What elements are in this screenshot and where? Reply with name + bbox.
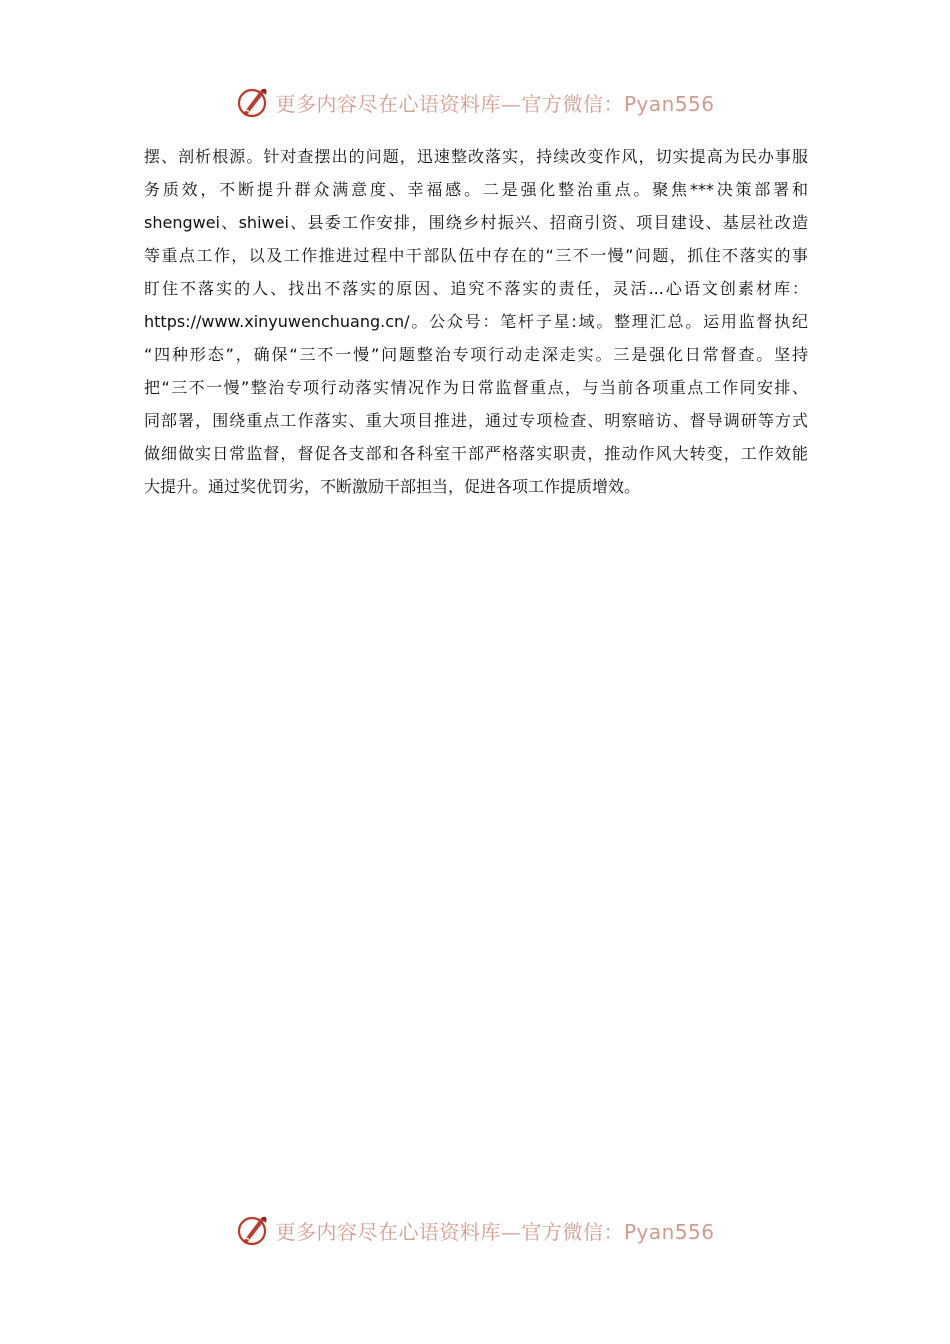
paragraph-line: https://www.xinyuwenchuang.cn/。公众号：笔杆子星:域。整理汇总。运用监督执纪 — [144, 312, 808, 331]
paragraph-line: 做细做实日常监督，督促各支部和各科室干部严格落实职责，推动作风大转变，工作效能 — [144, 444, 808, 463]
footer-banner — [0, 1208, 950, 1252]
banner-message: 更多内容尽在心语资料库—官方微信：Pyan556 — [275, 91, 715, 116]
paragraph-line: “四种形态”，确保“三不一慢”问题整治专项行动走深走实。三是强化日常督查。坚持 — [144, 345, 808, 364]
paragraph-line: 等重点工作，以及工作推进过程中干部队伍中存在的“三不一慢”问题，抓住不落实的事 — [144, 246, 808, 265]
paragraph-line: 务质效，不断提升群众满意度、幸福感。二是强化整治重点。聚焦***决策部署和 — [144, 180, 808, 199]
paragraph-line: shengwei、shiwei、县委工作安排，围绕乡村振兴、招商引资、项目建设、基层社改造 — [144, 213, 808, 232]
paragraph-line: 把“三不一慢”整治专项行动落实情况作为日常监督重点，与当前各项重点工作同安排、 — [144, 378, 808, 397]
paragraph-line: 大提升。通过奖优罚劣，不断激励干部担当，促进各项工作提质增效。 — [144, 477, 641, 496]
paragraph-line: 同部署，围绕重点工作落实、重大项目推进，通过专项检查、明察暗访、督导调研等方式 — [144, 411, 808, 430]
paragraph-line: 盯住不落实的人、找出不落实的原因、追究不落实的责任，灵活...心语文创素材库： — [144, 279, 808, 298]
paragraph-line: 摆、剖析根源。针对查摆出的问题，迅速整改落实，持续改变作风，切实提高为民办事服 — [144, 147, 808, 166]
document-body — [144, 140, 808, 503]
header-banner — [0, 80, 950, 124]
quill-pen-circle-icon — [235, 1212, 271, 1248]
banner-message: 更多内容尽在心语资料库—官方微信：Pyan556 — [275, 1219, 715, 1244]
quill-pen-circle-icon — [235, 84, 271, 120]
